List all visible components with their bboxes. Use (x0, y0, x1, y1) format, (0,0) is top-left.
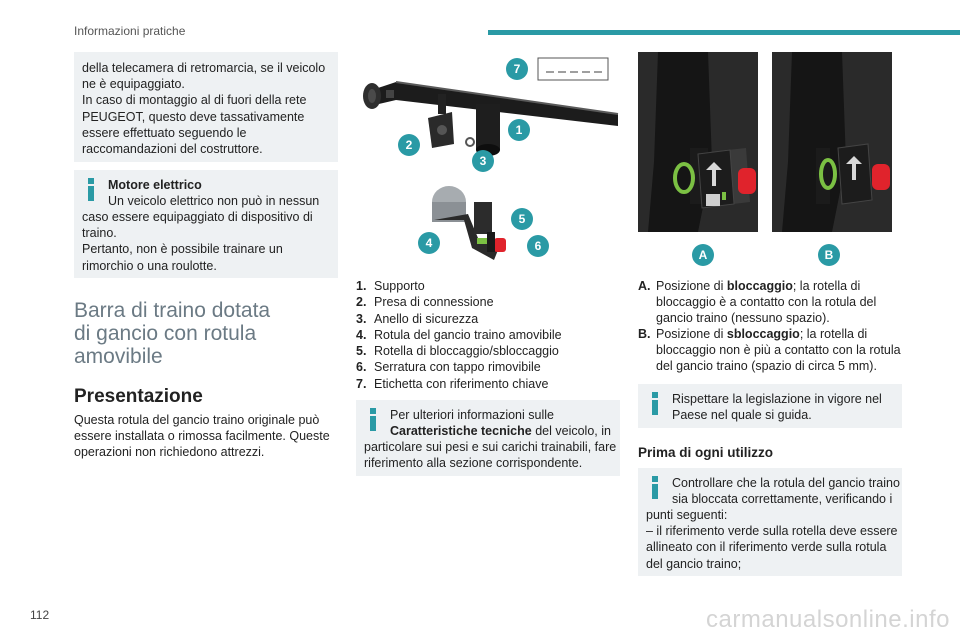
callout-1: 1 (508, 119, 530, 141)
info-box-continued (74, 52, 338, 162)
key-label-box (538, 58, 608, 80)
box-line: Caratteristiche tecniche del veicolo, in (390, 424, 611, 438)
legend-item: 5. Rotella di bloccaggio/sbloccaggio (356, 344, 559, 359)
callout-6: 6 (527, 235, 549, 257)
callout-2: 2 (398, 134, 420, 156)
info-box-electric-motor (74, 170, 338, 278)
heading-line: Barra di traino dotata (74, 299, 271, 322)
legend-item: 6. Serratura con tappo rimovibile (356, 360, 541, 375)
box-line: punti seguenti: (646, 508, 728, 522)
section-label: Informazioni pratiche (74, 24, 186, 38)
legend-item: 3. Anello di sicurezza (356, 311, 479, 326)
box-title: Motore elettrico (108, 178, 202, 192)
label-a: A (692, 244, 714, 266)
watermark: carmanualsonline.info (706, 606, 950, 633)
legend-item: 7. Etichetta con riferimento chiave (356, 376, 549, 391)
tow-ball-icon (432, 186, 506, 260)
heading-line: amovibile (74, 345, 163, 368)
section-heading: Prima di ogni utilizzo (638, 445, 773, 460)
callout-4: 4 (418, 232, 440, 254)
info-icon (370, 408, 376, 431)
unlocking-position-b-illustration (772, 52, 892, 232)
intro-paragraph (74, 412, 344, 461)
box-line: del gancio traino; (646, 556, 742, 571)
callout-7: 7 (506, 58, 528, 80)
legend-item: 4. Rotula del gancio traino amovibile (356, 327, 562, 342)
box-line: della telecamera di retromarcia, se il veicolo (82, 61, 326, 75)
parts-legend (356, 278, 626, 392)
callout-3: 3 (472, 150, 494, 172)
info-icon (652, 392, 658, 415)
box-line: PEUGEOT, questo deve tassativamente (82, 109, 305, 124)
label-b: B (818, 244, 840, 266)
info-icon (88, 178, 94, 201)
box-line: caso essere equipaggiato di dispositivo di (82, 210, 313, 224)
box-line: Controllare che la rotula del gancio traino (672, 476, 900, 490)
page-number: 112 (30, 608, 50, 622)
receiver-tube (466, 104, 500, 156)
bold-term: Caratteristiche tecniche (390, 424, 532, 438)
heading-line: di gancio con rotula (74, 322, 257, 345)
header-accent-bar (488, 30, 960, 35)
info-box-legislation (638, 384, 902, 428)
legend-item: 2. Presa di connessione (356, 295, 494, 310)
box-line: allineato con il riferimento verde sulla rotula (646, 540, 887, 555)
paragraph-line: essere installata o rimossa facilmente. Queste (74, 429, 330, 444)
legend-item: 1. Supporto (356, 279, 425, 293)
item-b: B. Posizione di sbloccaggio; la rotella di bloccaggio non è più a contatto con la rotula del gancio traino (spazio di circa 5 mm). (638, 327, 901, 374)
box-line: Un veicolo elettrico non può in nessun (108, 194, 320, 208)
bold-term: bloccaggio (726, 279, 793, 293)
sub-heading: Presentazione (74, 386, 203, 407)
box-line: – il riferimento verde sulla rotella deve essere (646, 524, 898, 539)
box-line: In caso di montaggio al di fuori della rete (82, 93, 307, 108)
main-heading (74, 299, 338, 368)
paragraph-line: Questa rotula del gancio traino originale può (74, 413, 320, 427)
box-line: Rispettare la legislazione in vigore nel (672, 392, 882, 406)
box-line: traino. (82, 226, 117, 241)
box-line: ne è equipaggiato. (82, 77, 185, 92)
info-icon (652, 476, 658, 499)
callout-5: 5 (511, 208, 533, 230)
box-line: essere effettuato seguendo le (82, 125, 247, 140)
item-a: A. Posizione di bloccaggio; la rotella di bloccaggio è a contatto con la rotula del gancio traino (nessuno spazio). (638, 279, 877, 326)
info-box-technical (356, 400, 620, 476)
box-line: riferimento alla sezione corrispondente. (364, 456, 583, 470)
box-line: raccomandazioni del costruttore. (82, 142, 263, 157)
info-box-checks (638, 468, 902, 576)
bold-term: sbloccaggio (726, 327, 800, 341)
box-line: Pertanto, non è possibile trainare un (82, 242, 283, 257)
locking-position-a-illustration (638, 52, 758, 232)
box-line: rimorchio o una roulotte. (82, 258, 217, 273)
box-line: sia bloccata correttamente, verificando i (672, 492, 893, 506)
box-line: Per ulteriori informazioni sulle (390, 408, 554, 422)
box-line: particolare sui pesi e sui carichi trainabili, fare (364, 440, 617, 454)
box-line: Paese nel quale si guida. (672, 408, 812, 422)
paragraph-line: operazioni non richiedono attrezzi. (74, 445, 265, 460)
